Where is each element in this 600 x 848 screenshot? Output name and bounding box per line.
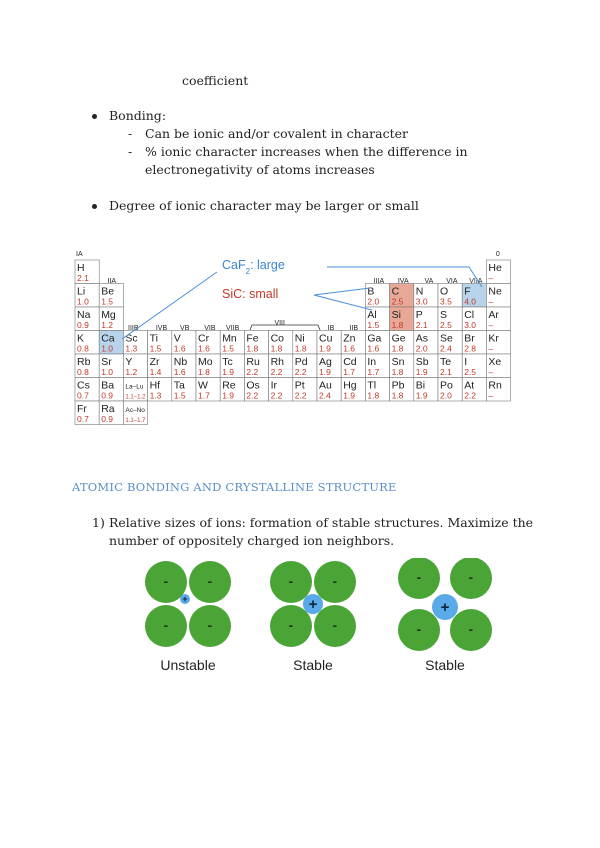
minus-sign: - xyxy=(207,573,213,589)
element-symbol: F xyxy=(464,285,471,298)
electronegativity-value: 0.8 xyxy=(77,367,89,377)
ion-arrangement-figure xyxy=(133,558,511,676)
group-label: VIB xyxy=(204,325,216,332)
electronegativity-value: 1.9 xyxy=(415,367,428,377)
electronegativity-value: 0.9 xyxy=(77,320,89,330)
electronegativity-value: 1.9 xyxy=(319,367,331,377)
element-symbol: Ir xyxy=(270,379,278,392)
electronegativity-value: 2.2 xyxy=(246,390,259,401)
electronegativity-value: 2.1 xyxy=(440,367,452,377)
coefficient-line: coefficient xyxy=(182,73,249,88)
electronegativity-value: 1.5 xyxy=(222,343,235,354)
group-label: IA xyxy=(76,251,83,258)
minus-sign: - xyxy=(163,617,169,633)
electronegativity-value: 1.9 xyxy=(343,390,356,401)
electronegativity-value: 2.5 xyxy=(391,296,404,307)
element-symbol: Ar xyxy=(488,309,499,321)
minus-sign: - xyxy=(416,621,422,637)
electronegativity-value: 1.0 xyxy=(77,296,89,307)
electronegativity-value: 1.3 xyxy=(125,343,138,354)
element-symbol: Rh xyxy=(270,356,285,368)
minus-sign: - xyxy=(163,573,169,589)
element-symbol: La–Lu xyxy=(125,383,144,391)
element-symbol: Tc xyxy=(222,356,233,368)
electronegativity-value: 1.3 xyxy=(149,390,162,401)
electronegativity-value: 2.2 xyxy=(270,367,283,377)
caf2-annotation: CaF$_2$: large xyxy=(222,258,285,276)
element-symbol: V xyxy=(173,332,181,345)
electronegativity-value: 3.0 xyxy=(464,320,477,330)
element-symbol: Ag xyxy=(319,356,332,368)
electronegativity-value: 1.1–1.7 xyxy=(125,418,146,424)
element-symbol: Br xyxy=(464,332,475,345)
electronegativity-value: 2.1 xyxy=(77,273,89,283)
electronegativity-value: 1.4 xyxy=(149,367,162,377)
group-label: IIB xyxy=(349,325,359,332)
element-symbol: As xyxy=(415,332,429,345)
electronegativity-value: 1.5 xyxy=(173,390,186,401)
electronegativity-value: 1.9 xyxy=(222,390,235,401)
electronegativity-value: 1.0 xyxy=(101,367,114,377)
group-label: IVA xyxy=(397,278,409,285)
element-symbol: Al xyxy=(367,309,377,321)
element-symbol: Si xyxy=(391,309,401,321)
arrangement-label: Stable xyxy=(293,657,333,673)
electronegativity-value: 2.2 xyxy=(294,390,307,401)
electronegativity-value: 1.8 xyxy=(391,320,404,330)
element-symbol: Fe xyxy=(246,332,259,345)
minus-sign: - xyxy=(468,569,474,585)
bonding-sub-1: Can be ionic and/or covalent in character xyxy=(145,126,408,141)
electronegativity-value: 1.9 xyxy=(222,367,235,377)
element-symbol: Ti xyxy=(149,332,158,345)
electronegativity-value: 0.8 xyxy=(77,343,89,354)
element-symbol: Cl xyxy=(464,309,475,321)
element-symbol: Zn xyxy=(343,332,356,345)
element-symbol: Rn xyxy=(488,379,502,392)
minus-sign: - xyxy=(332,617,338,633)
electronegativity-value: 1.1–1.2 xyxy=(125,394,146,401)
element-symbol: B xyxy=(367,285,375,298)
element-symbol: Ca xyxy=(101,332,115,345)
element-symbol: Fr xyxy=(77,403,87,415)
element-symbol: At xyxy=(464,379,475,392)
group-label: IIIB xyxy=(128,325,139,332)
group-label: VIIA xyxy=(469,278,483,285)
element-symbol: Se xyxy=(440,332,453,345)
element-symbol: Tl xyxy=(367,379,377,392)
electronegativity-value: 0.7 xyxy=(77,414,89,424)
element-symbol: Os xyxy=(246,379,260,392)
electronegativity-value: 1.6 xyxy=(173,367,186,377)
element-symbol: Mo xyxy=(198,356,213,368)
electronegativity-value: 2.2 xyxy=(270,390,283,401)
periodic-table-figure xyxy=(72,247,526,432)
electronegativity-value: 1.8 xyxy=(391,367,404,377)
electronegativity-value: 4.0 xyxy=(464,296,477,307)
group-label: IVB xyxy=(155,325,168,332)
element-symbol: P xyxy=(415,309,423,321)
element-symbol: Sn xyxy=(391,356,405,368)
element-symbol: Ga xyxy=(367,332,382,345)
electronegativity-value: 2.0 xyxy=(415,343,428,354)
plus-sign: + xyxy=(440,599,450,616)
element-symbol: Li xyxy=(77,285,86,298)
element-symbol: Ba xyxy=(101,379,115,392)
electronegativity-value: 1.9 xyxy=(415,390,428,401)
bullet-dot xyxy=(92,114,97,119)
sic-annotation: SiC: small xyxy=(222,287,279,301)
electronegativity-value: 2.1 xyxy=(415,320,428,330)
electronegativity-value: 1.5 xyxy=(149,343,162,354)
element-symbol: I xyxy=(464,356,468,368)
element-symbol: Nb xyxy=(173,356,188,368)
electronegativity-value: 1.2 xyxy=(125,367,138,377)
element-symbol: Ra xyxy=(101,403,115,415)
minus-sign: - xyxy=(288,617,294,633)
element-symbol: Sb xyxy=(415,356,429,368)
element-symbol: Te xyxy=(440,356,452,368)
element-symbol: Cu xyxy=(319,332,333,345)
electronegativity-value: 1.8 xyxy=(391,390,404,401)
section-heading: ATOMIC BONDING AND CRYSTALLINE STRUCTURE xyxy=(72,480,397,494)
group-label: VB xyxy=(180,325,190,332)
dash: - xyxy=(128,144,133,159)
minus-sign: - xyxy=(468,621,474,637)
electronegativity-value: 3.0 xyxy=(415,296,428,307)
electronegativity-value: 0.7 xyxy=(77,390,89,401)
element-symbol: Be xyxy=(101,285,115,298)
element-symbol: H xyxy=(77,262,85,274)
electronegativity-value: 1.5 xyxy=(101,296,114,307)
electronegativity-value: – xyxy=(488,343,494,354)
element-symbol: Ni xyxy=(294,332,305,345)
electronegativity-value: 3.5 xyxy=(440,296,452,307)
electronegativity-value: 0.9 xyxy=(101,414,114,424)
plus-sign: + xyxy=(182,594,188,604)
electronegativity-value: 2.2 xyxy=(294,367,307,377)
group-label: IIIA xyxy=(373,278,385,285)
element-symbol: Rb xyxy=(77,356,91,368)
electronegativity-value: – xyxy=(488,320,494,330)
electronegativity-value: 1.6 xyxy=(343,343,356,354)
electronegativity-value: 2.4 xyxy=(440,343,452,354)
bonding-label: Bonding: xyxy=(109,108,167,123)
bonding-sub-2a: % ionic character increases when the difference in xyxy=(145,144,468,159)
electronegativity-value: 2.0 xyxy=(367,296,380,307)
electronegativity-value: 0.9 xyxy=(101,390,114,401)
electronegativity-value: 2.4 xyxy=(319,390,331,401)
degree-line: Degree of ionic character may be larger or small xyxy=(109,198,419,213)
element-symbol: Au xyxy=(319,379,332,392)
element-symbol: C xyxy=(391,285,400,298)
electronegativity-value: 1.7 xyxy=(367,367,380,377)
element-symbol: Pb xyxy=(391,379,405,392)
element-symbol: Re xyxy=(222,379,236,392)
minus-sign: - xyxy=(288,573,294,589)
element-symbol: N xyxy=(415,285,424,298)
minus-sign: - xyxy=(207,617,213,633)
element-symbol: Ru xyxy=(246,356,260,368)
electronegativity-value: 1.8 xyxy=(246,343,259,354)
electronegativity-value: 2.0 xyxy=(440,390,452,401)
electronegativity-value: 2.8 xyxy=(464,343,477,354)
group-label: VA xyxy=(424,278,434,285)
element-symbol: Ac–No xyxy=(125,407,145,414)
element-symbol: Zr xyxy=(149,356,160,368)
electronegativity-value: – xyxy=(488,273,494,283)
element-symbol: K xyxy=(77,332,85,345)
electronegativity-value: 2.2 xyxy=(246,367,259,377)
element-symbol: Ne xyxy=(488,285,502,298)
element-symbol: Kr xyxy=(488,332,499,345)
element-symbol: O xyxy=(440,285,449,298)
element-symbol: Co xyxy=(270,332,285,345)
element-symbol: Hg xyxy=(343,379,357,392)
element-symbol: He xyxy=(488,262,502,274)
electronegativity-value: – xyxy=(488,296,494,307)
electronegativity-value: 1.6 xyxy=(198,343,210,354)
dash: - xyxy=(128,126,133,141)
electronegativity-value: 1.6 xyxy=(173,343,186,354)
item1-line-b: number of oppositely charged ion neighbors. xyxy=(109,533,395,548)
element-symbol: Bi xyxy=(415,379,426,392)
minus-sign: - xyxy=(332,573,338,589)
element-symbol: Ge xyxy=(391,332,406,345)
element-symbol: Mg xyxy=(101,309,116,321)
element-symbol: Xe xyxy=(488,356,502,368)
group-label: VIIB xyxy=(226,325,240,332)
group-label: VIA xyxy=(446,278,458,285)
element-symbol: Cd xyxy=(343,356,357,368)
element-symbol: Cs xyxy=(77,379,90,392)
element-symbol: Hf xyxy=(149,379,161,392)
element-symbol: Pt xyxy=(294,379,305,392)
electronegativity-value: 1.0 xyxy=(101,343,114,354)
element-symbol: Na xyxy=(77,309,91,321)
element-symbol: Mn xyxy=(222,332,237,345)
electronegativity-value: 2.5 xyxy=(440,320,452,330)
arrangement-label: Unstable xyxy=(160,657,216,673)
electronegativity-value: 1.8 xyxy=(270,343,283,354)
electronegativity-value: 1.8 xyxy=(294,343,307,354)
group-label: IIA xyxy=(107,278,117,285)
electronegativity-value: 1.6 xyxy=(367,343,380,354)
element-symbol: S xyxy=(440,309,448,321)
electronegativity-value: 1.7 xyxy=(198,390,210,401)
element-symbol: Ta xyxy=(173,379,185,392)
electronegativity-value: – xyxy=(488,390,494,401)
element-symbol: Cr xyxy=(198,332,210,345)
element-symbol: Y xyxy=(125,356,133,368)
electronegativity-value: 1.9 xyxy=(319,343,331,354)
electronegativity-value: 1.8 xyxy=(198,367,210,377)
element-symbol: Pd xyxy=(294,356,308,368)
electronegativity-value: 1.5 xyxy=(367,320,380,330)
group-label: IB xyxy=(327,325,335,332)
group-label: 0 xyxy=(495,251,500,258)
group-label: VIII xyxy=(274,320,285,327)
plus-sign: + xyxy=(308,596,318,613)
bonding-sub-2b: electronegativity of atoms increases xyxy=(145,162,375,177)
bullet-dot xyxy=(92,204,97,209)
element-symbol: In xyxy=(367,356,377,368)
item1-line-a: Relative sizes of ions: formation of stable structures. Maximize the xyxy=(109,515,534,530)
electronegativity-value: 1.7 xyxy=(343,367,356,377)
element-symbol: Po xyxy=(440,379,453,392)
electronegativity-value: 2.5 xyxy=(464,367,477,377)
arrangement-label: Stable xyxy=(425,657,465,673)
element-symbol: W xyxy=(198,379,208,392)
electronegativity-value: 2.2 xyxy=(464,390,477,401)
element-symbol: Sc xyxy=(125,332,138,345)
electronegativity-value: – xyxy=(488,367,494,377)
electronegativity-value: 1.2 xyxy=(101,320,114,330)
item-number: 1) xyxy=(92,515,105,530)
element-symbol: Sr xyxy=(101,356,112,368)
minus-sign: - xyxy=(416,569,422,585)
electronegativity-value: 1.8 xyxy=(391,343,404,354)
electronegativity-value: 1.8 xyxy=(367,390,380,401)
